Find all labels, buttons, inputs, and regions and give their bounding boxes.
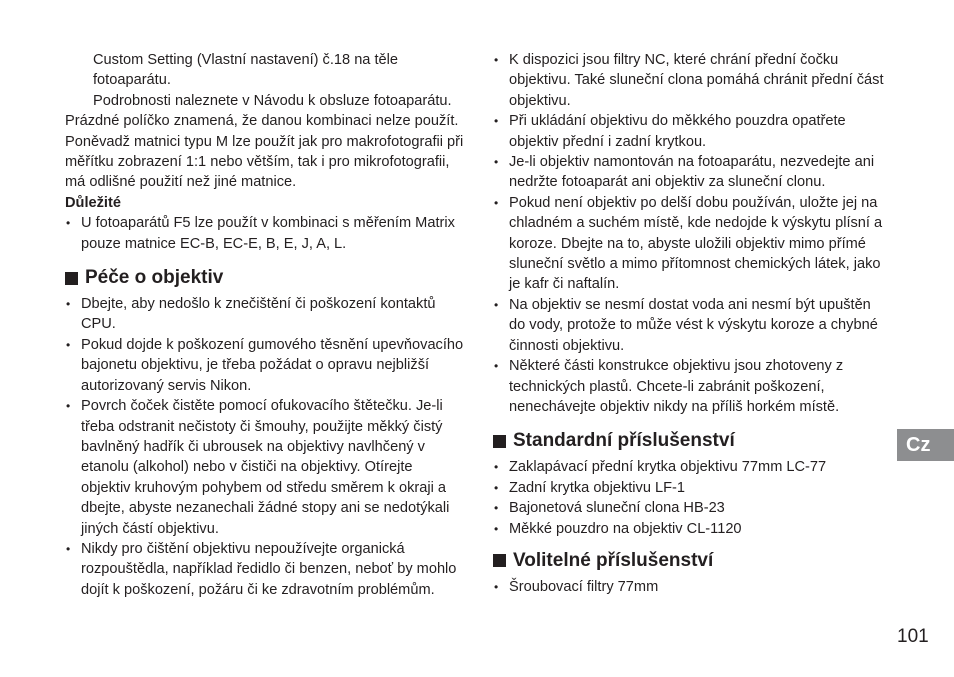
list-item: • Při ukládání objektivu do měkkého pouzdra opatřete objektiv přední i zadní krytkou. (493, 111, 885, 152)
list-item: • Nikdy pro čištění objektivu nepoužívejte organická rozpouštědla, například ředidlo či benzen, neboť by mohlo dojít k poškození, požáru či ke zdravotním problémům. (65, 539, 465, 600)
section-heading-optional-accessories (493, 549, 885, 573)
language-tab: Cz (897, 429, 954, 461)
list-item: • Zaklapávací přední krytka objektivu 77mm LC-77 (493, 457, 885, 477)
care-list-continued (493, 50, 885, 417)
section-heading-text: Volitelné příslušenství (513, 549, 714, 571)
list-item: • Zadní krytka objektivu LF-1 (493, 478, 885, 498)
list-item: • Bajonetová sluneční clona HB-23 (493, 498, 885, 518)
right-column (493, 50, 885, 597)
list-item: • Pokud není objektiv po delší dobu používán, uložte jej na chladném a suchém místě, kde nedojde k výskytu plísní a koroze. Dbejte na to, abyste uložili objektiv mimo přímé sluneční světlo a mimo přítomnost chemických látek, jako je kafr či naftalín. (493, 193, 885, 295)
intro-indented-line: Podrobnosti naleznete v Návodu k obsluze fotoaparátu. (93, 92, 452, 109)
intro-paragraph: Prázdné políčko znamená, že danou kombinaci nelze použít. Poněvadž matnici typu M lze použít jak pro makrofotografii při měřítku zobrazení 1:1 nebo větším, tak i pro mikrofotografii, má odlišné použití než jiné matnice. (65, 113, 464, 191)
section-heading-standard-accessories (493, 429, 885, 453)
list-item: • Měkké pouzdro na objektiv CL-1120 (493, 519, 885, 539)
optional-accessories-list (493, 577, 885, 597)
list-item: • Na objektiv se nesmí dostat voda ani nesmí být upuštěn do vody, protože to může vést k výskytu koroze a chybné činnosti objektivu. (493, 295, 885, 356)
intro-indented-line: Custom Setting (Vlastní nastavení) č.18 na těle fotoaparátu. (93, 52, 399, 89)
page-number: 101 (897, 626, 929, 647)
list-item: • Povrch čoček čistěte pomocí ofukovacího štětečku. Je-li třeba odstranit nečistoty či šmouhy, použijte měkký čistý bavlněný hadřík či ubrousek na objektivy navlhčený v etanolu (alkohol) nebo v čističi na objektivy. Otírejte objektiv kruhovým pohybem od středu směrem k okraji a dbejte, abyste nezanechali žádné stopy ani se nedotýkali jiných částí objektivu. (65, 396, 465, 539)
section-heading-text: Péče o objektiv (85, 267, 224, 289)
section-square-icon (65, 272, 78, 285)
care-list (65, 294, 465, 600)
list-item: • Je-li objektiv namontován na fotoaparátu, nezvedejte ani nedržte fotoaparát ani objektiv za sluneční clonu. (493, 152, 885, 193)
section-square-icon (493, 554, 506, 567)
important-label: Důležité (65, 194, 121, 211)
list-item: • Pokud dojde k poškození gumového těsnění upevňovacího bajonetu objektivu, je třeba požádat o opravu nejbližší autorizovaný servis Nikon. (65, 335, 465, 396)
important-list (65, 213, 465, 254)
left-column (65, 50, 465, 600)
list-item: • K dispozici jsou filtry NC, které chrání přední čočku objektivu. Také sluneční clona pomáhá chránit přední část objektivu. (493, 50, 885, 111)
list-item: • Některé části konstrukce objektivu jsou zhotoveny z technických plastů. Chcete-li zabránit poškození, nenechávejte objektiv nikdy na příliš horkém místě. (493, 356, 885, 417)
list-item: • U fotoaparátů F5 lze použít v kombinaci s měřením Matrix pouze matnice EC-B, EC-E, B, E, J, A, L. (65, 213, 465, 254)
list-item: • Dbejte, aby nedošlo k znečištění či poškození kontaktů CPU. (65, 294, 465, 335)
section-heading-text: Standardní příslušenství (513, 430, 735, 452)
section-square-icon (493, 435, 506, 448)
standard-accessories-list (493, 457, 885, 539)
list-item: • Šroubovací filtry 77mm (493, 577, 885, 597)
section-heading-care (65, 266, 465, 290)
